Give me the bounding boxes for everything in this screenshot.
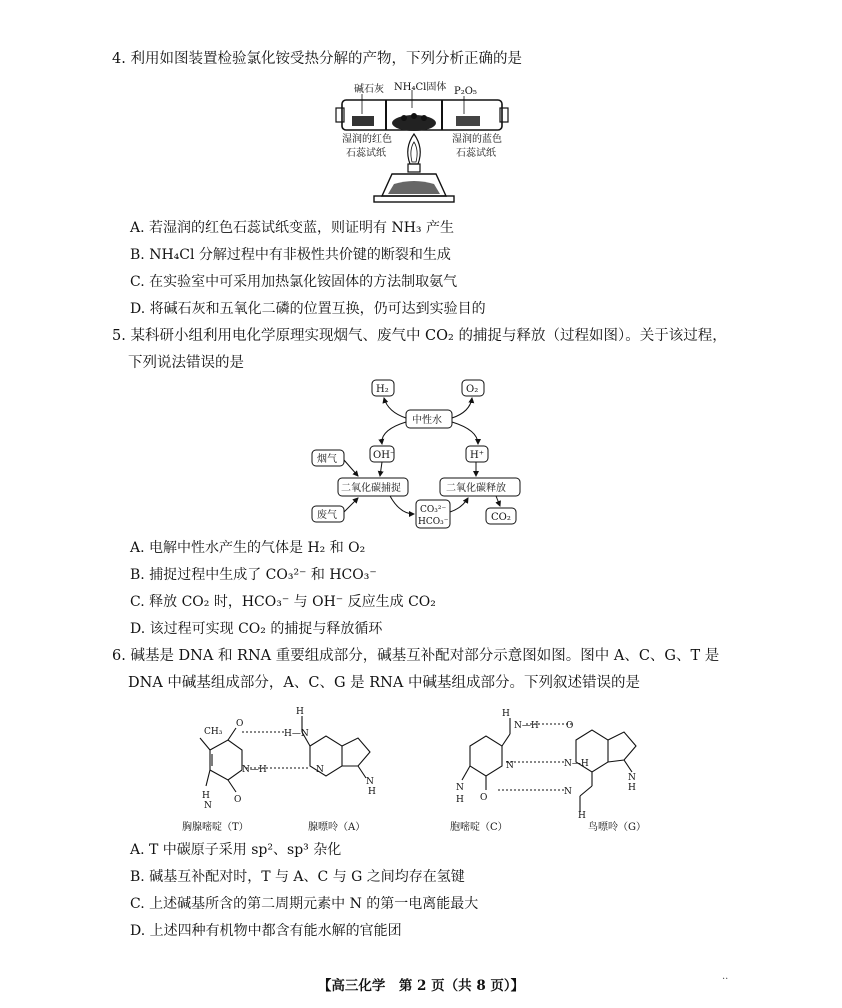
- label-soda-lime: 碱石灰: [354, 84, 384, 95]
- svg-text:N: N: [366, 777, 374, 787]
- svg-text:H: H: [296, 707, 304, 717]
- label-nh4cl: NH₄Cl固体: [394, 82, 447, 93]
- q5-option-c: C. 释放 CO₂ 时，HCO₃⁻ 与 OH⁻ 反应生成 CO₂: [130, 594, 436, 610]
- svg-text:N: N: [564, 787, 572, 797]
- q6-stem-line2: DNA 中碱基组成部分，A、C、G 是 RNA 中碱基组成部分。下列叙述错误的是: [128, 675, 640, 691]
- svg-text:N: N: [506, 761, 514, 771]
- svg-text:O: O: [480, 793, 488, 803]
- q4-option-b: B. NH₄Cl 分解过程中有非极性共价键的断裂和生成: [130, 247, 451, 263]
- o2-node: O₂: [466, 384, 479, 395]
- svg-text:N: N: [628, 773, 636, 783]
- waste-gas-node: 废气: [317, 510, 337, 521]
- svg-text:N: N: [204, 801, 212, 811]
- page-footer: 【高三化学 第 2 页（共 8 页）】: [317, 978, 525, 994]
- q5-option-a: A. 电解中性水产生的气体是 H₂ 和 O₂: [130, 540, 366, 556]
- q5-option-d: D. 该过程可实现 CO₂ 的捕捉与释放循环: [130, 621, 383, 637]
- svg-text:H: H: [202, 791, 210, 801]
- svg-text:H: H: [578, 811, 586, 821]
- svg-text:H—N: H—N: [284, 729, 309, 739]
- q4-apparatus-figure: [334, 78, 514, 216]
- svg-text:N—H: N—H: [564, 759, 589, 769]
- label-blue-litmus-1: 湿润的蓝色: [452, 134, 502, 145]
- q4-option-d: D. 将碱石灰和五氧化二磷的位置互换，仍可达到实验目的: [130, 301, 486, 317]
- svg-text:H: H: [368, 787, 376, 797]
- capture-node: 二氧化碳捕捉: [341, 483, 401, 494]
- cytosine-label: 胞嘧啶（C）: [450, 822, 508, 833]
- q6-base-pair-figure: [180, 700, 680, 836]
- flue-gas-node: 烟气: [317, 454, 337, 465]
- label-red-litmus-1: 湿润的红色: [342, 134, 392, 145]
- svg-text:CH₃: CH₃: [204, 727, 223, 737]
- label-blue-litmus-2: 石蕊试纸: [456, 148, 496, 159]
- svg-text:H: H: [628, 783, 636, 793]
- q5-option-b: B. 捕捉过程中生成了 CO₃²⁻ 和 HCO₃⁻: [130, 567, 377, 583]
- svg-text:N—H: N—H: [242, 765, 267, 775]
- svg-text:N: N: [456, 783, 464, 793]
- co3-node: CO₃²⁻: [420, 505, 447, 515]
- svg-text:O: O: [236, 719, 244, 729]
- neutral-water-node: 中性水: [412, 415, 442, 426]
- thymine-label: 胸腺嘧啶（T）: [182, 822, 249, 833]
- q6-option-a: A. T 中碳原子采用 sp²、sp³ 杂化: [130, 842, 342, 858]
- h2-node: H₂: [376, 384, 389, 395]
- q5-cycle-figure: [310, 378, 536, 528]
- footer-mark: ··: [722, 974, 729, 985]
- q4-option-c: C. 在实验室中可采用加热氯化铵固体的方法制取氨气: [130, 274, 458, 290]
- q5-stem-line1: 5. 某科研小组利用电化学原理实现烟气、废气中 CO₂ 的捕捉与释放（过程如图）。关于该过程，: [112, 328, 727, 344]
- q4-stem: 4. 利用如图装置检验氯化铵受热分解的产物，下列分析正确的是: [112, 51, 522, 67]
- label-red-litmus-2: 石蕊试纸: [346, 148, 386, 159]
- q6-option-b: B. 碱基互补配对时，T 与 A、C 与 G 之间均存在氢键: [130, 869, 465, 885]
- release-node: 二氧化碳释放: [446, 483, 506, 494]
- q6-stem-line1: 6. 碱基是 DNA 和 RNA 重要组成部分，碱基互补配对部分示意图如图。图中 A、C、G、T 是: [112, 648, 720, 664]
- guanine-label: 鸟嘌呤（G）: [588, 822, 646, 833]
- adenine-label: 腺嘌呤（A）: [308, 822, 366, 833]
- svg-text:N: N: [316, 765, 324, 775]
- svg-text:H: H: [456, 795, 464, 805]
- svg-text:O: O: [234, 795, 242, 805]
- q6-option-c: C. 上述碱基所含的第二周期元素中 N 的第一电离能最大: [130, 896, 479, 912]
- co2-node: CO₂: [491, 512, 511, 523]
- oh-node: OH⁻: [373, 450, 396, 461]
- q4-option-a: A. 若湿润的红色石蕊试纸变蓝，则证明有 NH₃ 产生: [130, 220, 454, 236]
- h-plus-node: H⁺: [470, 450, 484, 461]
- svg-text:O: O: [566, 721, 574, 731]
- q5-stem-line2: 下列说法错误的是: [128, 355, 244, 371]
- svg-text:H: H: [502, 709, 510, 719]
- label-p2o5: P₂O₅: [454, 86, 477, 97]
- svg-text:N—H: N—H: [514, 721, 539, 731]
- q6-option-d: D. 上述四种有机物中都含有能水解的官能团: [130, 923, 402, 939]
- hco3-node: HCO₃⁻: [418, 517, 449, 527]
